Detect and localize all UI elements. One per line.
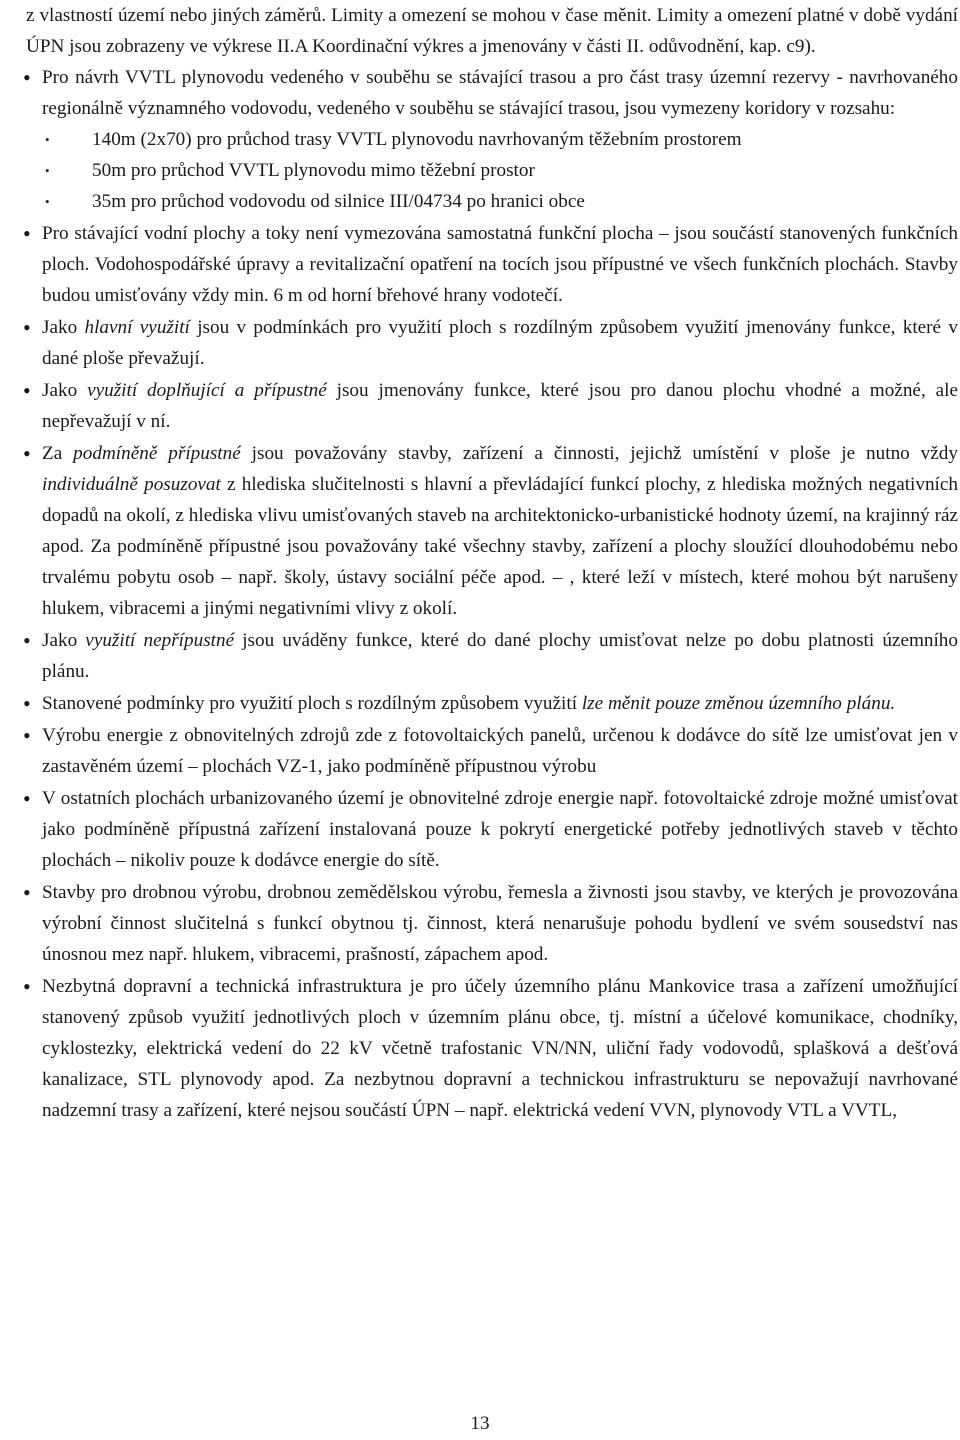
list-item-emphasis: hlavní využití: [84, 317, 190, 338]
list-item-text-post: jsou uváděny funkce, které do dané plochy umisťovat nelze po dobu platnosti územního plánu.: [42, 630, 958, 682]
list-item-emphasis-2: individuálně posuzovat: [42, 474, 221, 495]
list-item-text-pre: Za: [42, 443, 74, 464]
rules-list: [23, 62, 958, 1126]
list-item-text-post: z hlediska slučitelnosti s hlavní a převládající funkcí plochy, z hlediska možných negativních dopadů na okolí, z hlediska vlivu umisťovaných staveb na architektonicko-urbanistické hodnoty území, na krajinný ráz apod. Za podmíněně přípustné jsou považovány také všechny stavby, zařízení a plochy sloužící dlouhodobému nebo trvalému pobytu osob – např. školy, ústavy sociální péče apod. – , které leží v místech, které mohou být narušeny hlukem, vibracemi a jinými negativními vlivy z okolí.: [42, 474, 958, 619]
list-item-text-post: jsou v podmínkách pro využití ploch s rozdílným způsobem využití jmenovány funkce, které v dané ploše převažují.: [42, 317, 958, 369]
list-item-text-pre: Jako: [42, 630, 86, 651]
corridor-sublist: [42, 124, 958, 217]
sublist-item: • 140m (2x70) pro průchod trasy VVTL plynovodu navrhovaným těžebním prostorem: [42, 124, 958, 155]
list-item-emphasis: podmíněně přípustné: [73, 443, 241, 464]
list-item-text: Nezbytná dopravní a technická infrastruktura je pro účely územního plánu Mankovice trasa a zařízení umožňující stanovený způsob využití jednotlivých ploch v územním plánu obce, tj. místní a účelové komunikace, chodníky, cyklostezky, elektrická vedení do 22 kV včetně trafostanic VN/NN, uliční řady vodovodů, splašková a dešťová kanalizace, STL plynovody apod. Za nezbytnou dopravní a technickou infrastrukturu se nepovažují navrhované nadzemní trasy a zařízení, které nejsou součástí ÚPN – např. elektrická vedení VVN, plynovody VTL a VVTL,: [42, 976, 958, 1121]
list-item-small-production: [23, 877, 958, 970]
list-item-text-pre: Jako: [42, 380, 88, 401]
list-item-emphasis: lze měnit pouze změnou územního plánu.: [581, 693, 896, 714]
list-item-emphasis: využití nepřípustné: [85, 630, 235, 651]
list-item-text-post: jsou jmenovány funkce, které jsou pro danou plochu vhodné a možné, ale nepřevažují v ní.: [42, 380, 958, 432]
sublist-item: • 50m pro průchod VVTL plynovodu mimo těžební prostor: [42, 155, 958, 186]
list-item-text-pre: Stanovené podmínky pro využití ploch s rozdílným způsobem využití: [42, 693, 582, 714]
list-item-infrastructure: [23, 971, 958, 1126]
list-item-text-mid: jsou považovány stavby, zařízení a činnosti, jejichž umístění v ploše je nutno vždy: [240, 443, 958, 464]
list-item-text: Stavby pro drobnou výrobu, drobnou zemědělskou výrobu, řemesla a živnosti jsou stavby, ve kterých je provozována výrobní činnost slučitelná s funkcí obytnou tj. činnost, která nenarušuje pohodu bydlení ve svém sousedství nas únosnou mez např. hlukem, vibracemi, prašností, zápachem apod.: [42, 882, 958, 965]
list-item-corridors: [23, 62, 958, 217]
intro-paragraph: z vlastností území nebo jiných záměrů. Limity a omezení se mohou v čase měnit. Limity a omezení platné v době vydání ÚPN jsou zobrazeny ve výkrese II.A Koordinační výkres a jmenovány v části II. odůvodnění, kap. c9).: [26, 5, 958, 57]
list-item-water-areas: [23, 218, 958, 311]
list-item-emphasis: využití doplňující a přípustné: [87, 380, 327, 401]
list-item-text-pre: Jako: [42, 317, 85, 338]
list-item-text: Výrobu energie z obnovitelných zdrojů zde z fotovoltaických panelů, určenou k dodávce do sítě lze umisťovat jen v zastavěném území – plochách VZ-1, jako podmíněně přípustnou výrobu: [42, 725, 958, 777]
list-item-text: Pro stávající vodní plochy a toky není vymezována samostatná funkční plocha – jsou součástí stanovených funkčních ploch. Vodohospodářské úpravy a revitalizační opatření na tocích jsou přípustné ve všech funkčních plochách. Stavby budou umisťovány vždy min. 6 m od horní břehové hrany vodotečí.: [42, 223, 958, 306]
list-item-prohibited-use: [23, 625, 958, 687]
list-item-supplementary-use: [23, 375, 958, 437]
list-item-other-areas-energy: [23, 783, 958, 876]
list-item-renewable-energy: [23, 720, 958, 782]
page-number: 13: [470, 1413, 490, 1434]
sublist-item: • 35m pro průchod vodovodu od silnice III/04734 po hranici obce: [42, 186, 958, 217]
page-content: [23, 0, 958, 1127]
list-item-text: Pro návrh VVTL plynovodu vedeného v souběhu se stávající trasou a pro část trasy územní rezervy - navrhovaného regionálně významného vodovodu, vedeného v souběhu se stávající trasou, jsou vymezeny koridory v rozsahu:: [42, 67, 958, 119]
list-item-text: V ostatních plochách urbanizovaného území je obnovitelné zdroje energie např. fotovoltaické zdroje možné umisťovat jako podmíněně přípustná zařízení instalovaná pouze k pokrytí energetické potřeby jednotlivých staveb v těchto plochách – nikoliv pouze k dodávce energie do sítě.: [42, 788, 958, 871]
list-item-main-use: [23, 312, 958, 374]
list-item-change-conditions: [23, 688, 958, 719]
list-item-conditional-use: [23, 438, 958, 624]
